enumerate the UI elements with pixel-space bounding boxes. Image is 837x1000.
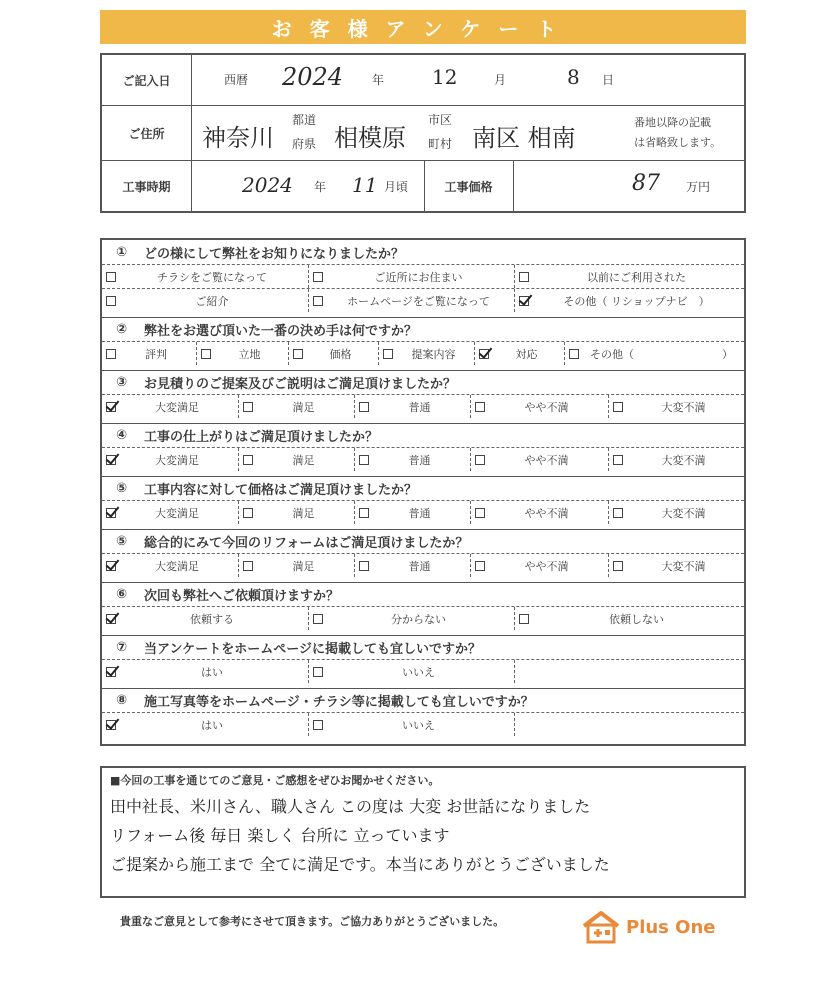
answer-option[interactable] [354, 448, 470, 471]
answer-option[interactable] [514, 289, 744, 312]
answer-option[interactable] [308, 289, 514, 312]
answer-option[interactable] [238, 395, 354, 418]
period-year-unit: 年 [314, 180, 327, 194]
answer-row [102, 712, 744, 736]
question-label: 施工写真等をホームページ・チラシ等に掲載しても宜しいですか？ [144, 694, 534, 710]
answer-row [102, 500, 744, 524]
answer-option[interactable] [238, 448, 354, 471]
answer-option[interactable] [474, 342, 564, 365]
answer-option[interactable] [308, 660, 514, 683]
answer-option[interactable] [564, 342, 744, 365]
question-text [102, 317, 744, 341]
answer-label: ご近所にお住まい [374, 270, 463, 284]
checked-checkbox-icon[interactable] [106, 720, 116, 730]
checked-checkbox-icon[interactable] [106, 561, 116, 571]
answer-option[interactable] [288, 342, 378, 365]
answer-option[interactable] [608, 554, 744, 577]
price-value[interactable]: 87 [632, 171, 660, 196]
checkbox-icon[interactable] [613, 561, 623, 571]
question-text [102, 240, 744, 264]
checkbox-icon[interactable] [313, 667, 323, 677]
answer-label: 依頼しない [609, 612, 664, 626]
checkbox-icon[interactable] [475, 508, 485, 518]
answer-option[interactable] [238, 501, 354, 524]
checkbox-icon[interactable] [569, 349, 579, 359]
answer-label: その他（ ） [590, 347, 733, 361]
answer-option[interactable] [102, 554, 238, 577]
answer-label: 価格 [329, 347, 352, 361]
answer-label: 満足 [292, 559, 315, 573]
checkbox-icon[interactable] [475, 561, 485, 571]
question-number: ④ [116, 427, 128, 443]
answer-option[interactable] [102, 342, 196, 365]
checkbox-icon[interactable] [519, 272, 529, 282]
answer-option[interactable] [354, 501, 470, 524]
question-text [102, 582, 744, 606]
answer-label: やや不満 [524, 506, 569, 520]
question-text [102, 529, 744, 553]
answer-option[interactable] [196, 342, 288, 365]
checkbox-icon[interactable] [243, 508, 253, 518]
answer-label: 満足 [292, 506, 315, 520]
answer-label: やや不満 [524, 400, 569, 414]
checkbox-icon[interactable] [359, 508, 369, 518]
question-text [102, 476, 744, 500]
comment-line-2[interactable]: リフォーム後 毎日 楽しく 台所に 立っています [110, 826, 450, 845]
question-label: 当アンケートをホームページに掲載しても宜しいですか？ [144, 641, 481, 657]
period-label: 工事時期 [102, 161, 192, 211]
checkbox-icon[interactable] [313, 272, 323, 282]
day-unit: 日 [602, 73, 615, 87]
answer-option[interactable] [102, 607, 308, 630]
answer-label: 大変不満 [661, 453, 706, 467]
checkbox-icon[interactable] [293, 349, 303, 359]
footer-thanks: 貴重なご意見として参考にさせて頂きます。ご協力ありがとうございました。 [120, 915, 505, 928]
comment-line-3[interactable]: ご提案から施工まで 全てに満足です。本当にありがとうございました [110, 855, 610, 874]
answer-label: 大変不満 [661, 400, 706, 414]
checked-checkbox-icon[interactable] [106, 508, 116, 518]
checkbox-icon[interactable] [613, 508, 623, 518]
price-label: 工事価格 [424, 161, 514, 211]
answer-label: 大変満足 [155, 400, 199, 414]
question-number: ⑧ [116, 692, 128, 708]
answer-label: 対応 [515, 347, 538, 361]
month-unit: 月 [494, 73, 507, 87]
answer-row [102, 288, 744, 312]
answer-option[interactable] [102, 395, 238, 418]
answer-option[interactable] [102, 289, 308, 312]
answer-row [102, 447, 744, 471]
pref-unit-top: 都道 [292, 113, 317, 127]
checkbox-icon[interactable] [613, 402, 623, 412]
question-text [102, 688, 744, 712]
answer-option[interactable] [354, 554, 470, 577]
survey-questions-box [100, 238, 746, 746]
answer-label: 満足 [292, 453, 315, 467]
day-value[interactable]: 8 [567, 65, 580, 89]
period-year-value[interactable]: 2024 [242, 173, 293, 197]
answer-row [102, 264, 744, 288]
answer-row [102, 394, 744, 418]
checkbox-icon[interactable] [313, 720, 323, 730]
answer-label: 依頼する [190, 612, 234, 626]
city-unit-bottom: 町村 [428, 137, 453, 151]
answer-row [102, 341, 744, 365]
checkbox-icon[interactable] [613, 455, 623, 465]
checkbox-icon[interactable] [201, 349, 211, 359]
answer-label: 提案内容 [411, 347, 456, 361]
comment-box [100, 766, 746, 898]
checked-checkbox-icon[interactable] [106, 402, 116, 412]
price-unit: 万円 [686, 180, 711, 194]
answer-label: 立地 [238, 347, 261, 361]
question-number: ⑤ [116, 480, 128, 496]
answer-label: 普通 [408, 506, 431, 520]
answer-label: その他（ リショップナビ ） [563, 294, 710, 308]
comment-title: ■今回の工事を通じてのご意見・ご感想をぜひお聞かせください。 [110, 774, 440, 787]
question-text [102, 370, 744, 394]
period-month-unit: 月頃 [384, 180, 409, 194]
question-label: お見積りのご提案及びご説明はご満足頂けましたか？ [144, 376, 457, 392]
checkbox-icon[interactable] [383, 349, 393, 359]
answer-label: 大変満足 [155, 559, 199, 573]
city-value[interactable]: 相模原 [334, 124, 406, 152]
question-label: どの様にして弊社をお知りになりましたか？ [144, 246, 405, 262]
month-value[interactable]: 12 [432, 65, 458, 89]
logo-text: Plus One [626, 916, 716, 938]
answer-label: いいえ [402, 665, 435, 679]
checkbox-icon[interactable] [359, 561, 369, 571]
answer-option[interactable] [102, 448, 238, 471]
question-label: 次回も弊社へご依頼頂けますか？ [144, 588, 340, 604]
checkbox-icon[interactable] [243, 402, 253, 412]
answer-label: 分からない [391, 612, 446, 626]
answer-option [514, 660, 744, 683]
checked-checkbox-icon[interactable] [106, 455, 116, 465]
answer-option[interactable] [102, 265, 308, 288]
house-logo-icon [582, 910, 620, 944]
answer-option[interactable] [102, 501, 238, 524]
city-unit-top: 市区 [428, 113, 453, 127]
question-label: 総合的にみて今回のリフォームはご満足頂けましたか？ [144, 535, 469, 551]
answer-label: はい [201, 665, 223, 679]
answer-label: 大変不満 [661, 506, 706, 520]
checked-checkbox-icon[interactable] [106, 667, 116, 677]
checked-checkbox-icon[interactable] [519, 296, 529, 306]
answer-option[interactable] [470, 554, 608, 577]
answer-option[interactable] [470, 501, 608, 524]
date-label: ご記入日 [102, 55, 192, 105]
answer-option [514, 713, 744, 736]
answer-label: 大変満足 [155, 506, 199, 520]
checked-checkbox-icon[interactable] [106, 614, 116, 624]
answer-option[interactable] [102, 713, 308, 736]
answer-option[interactable] [308, 713, 514, 736]
address-row [102, 106, 744, 161]
address-note-2: は省略致します。 [634, 136, 722, 149]
question-number: ⑥ [116, 586, 128, 602]
answer-label: いいえ [402, 718, 435, 732]
answer-option[interactable] [308, 265, 514, 288]
survey-title: お客様アンケート [100, 10, 746, 44]
checkbox-icon[interactable] [519, 614, 529, 624]
question-label: 弊社をお選び頂いた一番の決め手は何ですか？ [144, 323, 418, 339]
answer-label: 満足 [292, 400, 315, 414]
answer-label: 大変満足 [155, 453, 199, 467]
plus-one-logo [582, 910, 715, 944]
answer-label: 普通 [408, 559, 431, 573]
period-month-value[interactable]: 11 [352, 173, 378, 197]
checkbox-icon[interactable] [313, 296, 323, 306]
answer-label: はい [201, 718, 223, 732]
answer-option[interactable] [514, 607, 744, 630]
answer-label: 普通 [408, 453, 431, 467]
question-text [102, 635, 744, 659]
checkbox-icon[interactable] [359, 455, 369, 465]
answer-label: 評判 [145, 347, 167, 361]
answer-option[interactable] [470, 395, 608, 418]
checkbox-icon[interactable] [313, 614, 323, 624]
checkbox-icon[interactable] [359, 402, 369, 412]
answer-option[interactable] [354, 395, 470, 418]
answer-option[interactable] [308, 607, 514, 630]
year-value[interactable]: 2024 [282, 63, 344, 91]
answer-label: やや不満 [524, 453, 569, 467]
answer-label: ホームページをご覧になって [347, 294, 490, 308]
prefecture-value[interactable]: 神奈川 [202, 124, 274, 152]
answer-option[interactable] [608, 501, 744, 524]
checkbox-icon[interactable] [475, 455, 485, 465]
answer-option[interactable] [378, 342, 474, 365]
answer-label: やや不満 [524, 559, 569, 573]
date-row [102, 55, 744, 106]
checkbox-icon[interactable] [243, 455, 253, 465]
answer-option[interactable] [238, 554, 354, 577]
year-unit: 年 [372, 73, 385, 87]
question-number: ⑦ [116, 639, 128, 655]
answer-label: 大変不満 [661, 559, 706, 573]
question-number: ⑤ [116, 533, 128, 549]
answer-option[interactable] [470, 448, 608, 471]
checked-checkbox-icon[interactable] [479, 349, 489, 359]
period-price-row [102, 161, 744, 211]
checkbox-icon[interactable] [475, 402, 485, 412]
answer-row [102, 553, 744, 577]
question-label: 工事の仕上がりはご満足頂けましたか？ [144, 429, 379, 445]
answer-row [102, 606, 744, 630]
checkbox-icon[interactable] [106, 296, 116, 306]
question-number: ② [116, 321, 128, 337]
answer-option[interactable] [608, 448, 744, 471]
street-value[interactable]: 南区 相南 [472, 124, 576, 152]
pref-unit-bottom: 府県 [292, 137, 317, 151]
checkbox-icon[interactable] [106, 272, 116, 282]
question-number: ① [116, 244, 128, 260]
era-label: 西暦 [224, 73, 249, 87]
address-label: ご住所 [102, 106, 192, 160]
answer-label: 以前にご利用された [587, 270, 686, 284]
question-number: ③ [116, 374, 128, 390]
answer-option[interactable] [102, 660, 308, 683]
comment-line-1[interactable]: 田中社長、米川さん、職人さん この度は 大変 お世話になりました [110, 797, 591, 816]
checkbox-icon[interactable] [243, 561, 253, 571]
checkbox-icon[interactable] [106, 349, 116, 359]
answer-label: チラシをご覧になって [157, 270, 267, 284]
answer-label: 普通 [408, 400, 431, 414]
answer-option[interactable] [514, 265, 744, 288]
address-note-1: 番地以降の記載 [634, 116, 711, 129]
question-text [102, 423, 744, 447]
answer-row [102, 659, 744, 683]
answer-option[interactable] [608, 395, 744, 418]
answer-label: ご紹介 [195, 294, 229, 308]
question-label: 工事内容に対して価格はご満足頂けましたか？ [144, 482, 418, 498]
header-info-box [100, 53, 746, 213]
